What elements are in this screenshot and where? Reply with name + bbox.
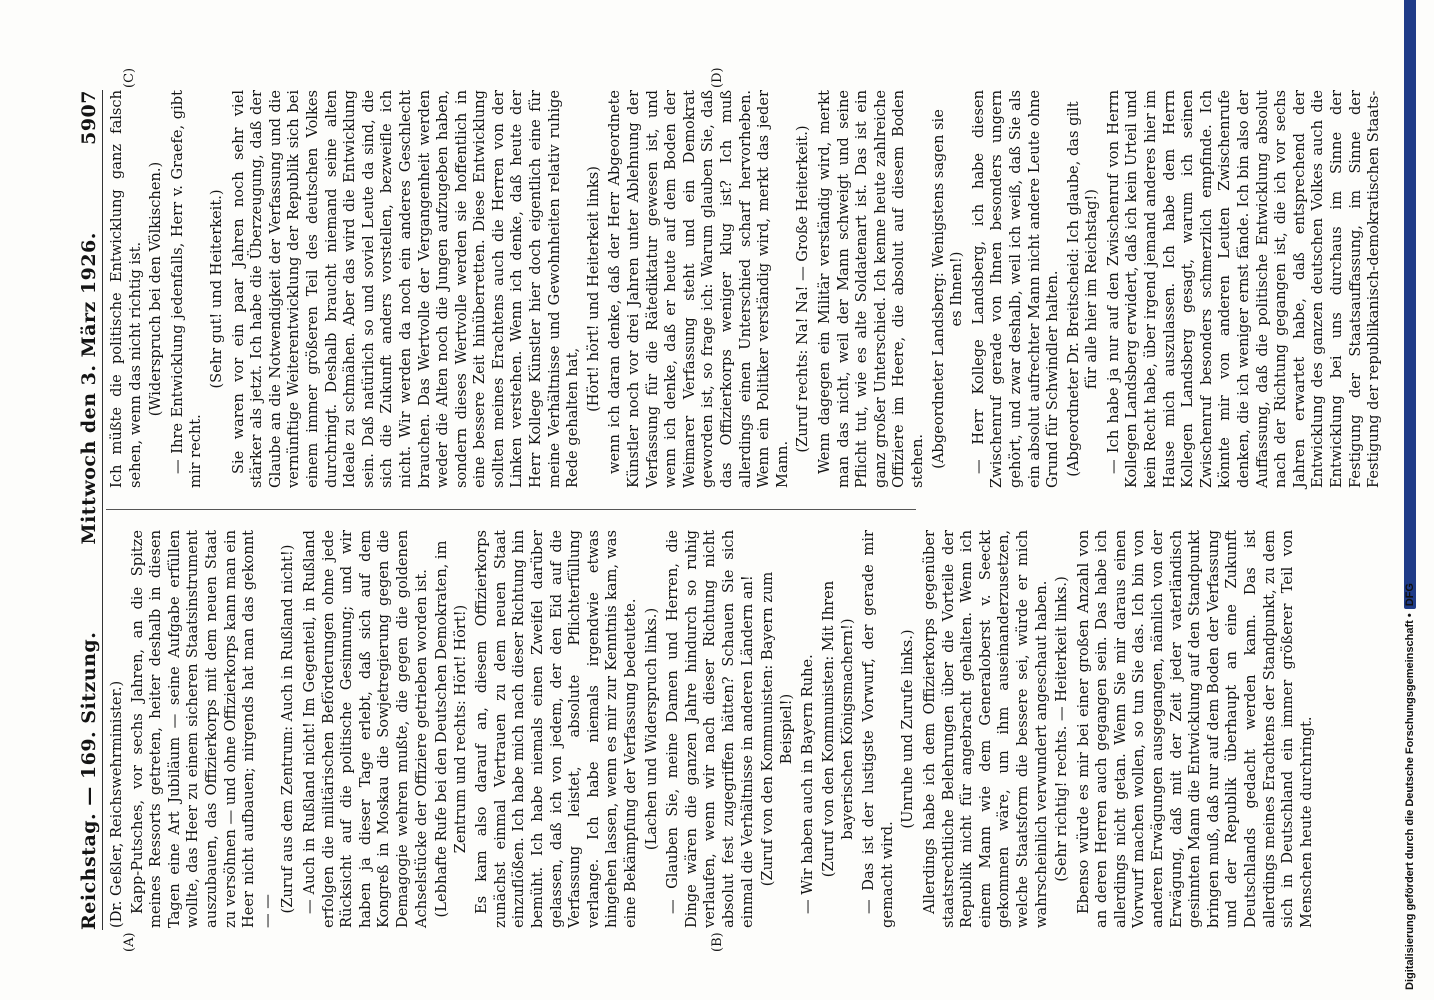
marker-d: (D) (710, 67, 725, 88)
paragraph: — Wir haben auch in Bayern Ruhe. (799, 654, 817, 914)
paragraph: Ich müßte die politische Entwicklung ganz falsch sehen, wenn das nicht richtig ist. (108, 90, 144, 488)
funding-text: Digitalisierung gefördert durch die Deutsche Forschungsgemeinschaft • (1404, 613, 1416, 990)
left-column (108, 530, 1318, 928)
interjection: (Unruhe und Zurufe links.) (899, 629, 917, 829)
interjection: (Zuruf aus dem Zentrum: Auch in Rußland nicht!) (279, 544, 297, 914)
paragraph: wenn ich daran denke, daß der Herr Abgeordnete Künstler noch vor drei Jahren unter Ablehnung der Verfassung für die Rätediktatur gewesen ist, und wenn ich denke, daß er heute auf dem Boden der Weimarer Verfassung steht und ein Demokrat geworden ist, so frage ich: Warum glauben Sie, daß das Offizierkorps weniger klug ist? Ich muß allerdings einen Unterschied scharf hervorheben. Wenn ein Politiker verständig wird, merkt das jeder Mann. (606, 90, 791, 488)
interjection: (Hört! hört! und Heiterkeit links) (584, 166, 602, 412)
funding-note-text (1404, 10, 1416, 990)
paragraph: Kapp-Putsches, vor sechs Jahren, an die Spitze meines Ressorts getreten, heiter deshalb in diesen Tagen eine Art Jubiläum — seine Aufgabe erfüllen wollte, das Heer zu einem sicheren Staatsinstrument auszubauen, das Offizierkorps mit dem neuen Staat zu versöhnen — und ohne Offizierkorps kann man ein Heer nicht aufbauen; nirgends hat man das gekonnt — — (128, 530, 276, 928)
interjection: (Zuruf von den Kommunisten: Bayern zum Beispiel!) (759, 571, 795, 887)
newspaper-page (70, 67, 1383, 952)
interjection: (Sehr richtig! rechts. — Heiterkeit links.) (1053, 576, 1071, 882)
paragraph: Es kam also darauf an, diesem Offizierkorps zunächst einmal Vertrauen zu dem neuen Staat einzuflößen. Ich habe mich nach dieser Richtung hin bemüht. Ich habe niemals einen Zweifel darüber gelassen, daß ich von jedem, der den Eid auf die Verfassung leistet, absolute Pflichterfüllung verlange. Ich habe niemals irgendwie etwas hingehen lassen, wenn es mir zur Kenntnis kam, was eine Bekämpfung der Verfassung bedeutete. (473, 530, 640, 928)
paragraph: Ebenso würde es mir bei einer großen Anzahl von an deren Herren auch gegangen sein. Das habe ich allerdings nicht getan. Wenn Sie mir daraus einen Vorwurf machen wollen, so tun Sie das. Ich bin von anderen Erwägungen ausgegangen, nämlich von der Erwägung, daß mit der Zeit jeder vaterländisch gesinnten Mann die Entwicklung auf den Standpunkt bringen muß, daß nur auf dem Boden der Verfassung und der Republik überhaupt an eine Zukunft Deutschlands gedacht werden kann. Das ist allerdings meines Erachtens der Standpunkt, zu dem sich in Deutschland ein immer größerer Teil von Menschen heute durchringt. (1074, 530, 1315, 928)
paragraph: — Das ist der lustigste Vorwurf, der gerade mir gemacht wird. (860, 530, 896, 928)
interjection: (Abgeordneter Landsberg: Wenigstens sagen sie es Ihnen!) (929, 109, 966, 469)
interjection: (Sehr gut! und Heiterkeit.) (207, 189, 225, 389)
paragraph: — Glauben Sie, meine Damen und Herren, die Dinge wären die ganzen Jahre hindurch so ruhig verlaufen, wenn wir nach dieser Richtung nicht absolut fest zugegriffen hätten? Schauen Sie sich einmal die Verhältnisse in anderen Ländern an! (664, 530, 756, 928)
paragraph: Sie waren vor ein paar Jahren noch sehr viel stärker als jetzt. Ich habe die Überzeugung, daß der Glaube an die Notwendigkeit der Verfassung und die vernünftige Weiterentwicklung der Republik sich bei einem immer größeren Teil des deutschen Volkes durchringt. Deshalb braucht niemand seine alten Ideale zu schmähen. Aber das wird die Entwicklung sein. Daß natürlich so und soviel Leute da sind, die sich die Zukunft anders vorstellen, bezweifle ich nicht. Wir werden da noch ein anderes Geschlecht brauchen. Das Wertvolle der Vergangenheit werden weder die Alten noch die Jungen aufzugeben haben, sondern dieses Wertvolle werden sie hoffentlich in eine bessere Zeit hinüberretten. Diese Entwicklung sollten meines Erachtens auch die Herren von der Linken verstehen. Wenn ich denke, daß heute der Herr Kollege Künstler hier doch eigentlich eine für meine Verhältnisse und Gewohnheiten relativ ruhige Rede gehalten hat, (229, 90, 582, 488)
page-header (70, 90, 103, 930)
column-divider (106, 509, 916, 510)
marker-a: (A) (122, 932, 137, 952)
page-number: 5907 (78, 90, 100, 145)
paragraph: — Auch in Rußland nicht! Im Gegenteil, in Rußland erfolgen die militärischen Beförderungen ohne jede Rücksicht auf die politische Gesinnung; und wir haben ja dieser Tage erlebt, daß sich auf dem Kongreß in Moskau die Sowjetregierung gegen die Demagogie wehren mußte, die gegen die goldenen Achselstücke der Offiziere getrieben worden ist. (300, 530, 430, 928)
paragraph: — Ich habe ja nur auf den Zwischenruf von Herrn Kollegen Landsberg erwidert, daß ich kein Urteil und kein Recht habe, über irgend jemand anderes hier im Hause mich auszulassen. Ich habe dem Herrn Kollegen Landsberg gesagt, warum ich seinen Zwischenruf besonders schmerzlich empfinde. Ich könnte mir von anderen Leuten Zwischenrufe denken, die ich weniger ernst fände. Ich bin also der Auffassung, daß die politische Entwicklung absolut nach der Richtung gegangen ist, die ich vor sechs Jahren erwartet habe, daß entsprechend der Entwicklung des ganzen deutschen Volkes auch die Entwicklung bei uns durchaus im Sinne der Festigung der Staatsauffassung, im Sinne der Festigung der republikanisch-demokratischen Staats- (1104, 90, 1383, 488)
header-date: Mittwoch den 3. März 1926. (78, 232, 100, 545)
paragraph: Allerdings habe ich dem Offizierkorps gegenüber staatsrechtliche Belehrungen über die Vorteile der Republik nicht für angebracht gehalten. Wenn ich einem Mann wie dem Generaloberst v. Seeckt gekommen wäre, um ihm auseinanderzusetzen, welche Staatsform die bessere sei, würde er mich wahrscheinlich verwundert angeschaut haben. (920, 530, 1050, 928)
right-column (108, 90, 1386, 488)
interjection: (Abgeordneter Dr. Breitscheid: Ich glaube, das gilt für alle hier im Reichstag!) (1064, 101, 1101, 477)
interjection: (Zuruf von den Kommunisten: Mit Ihren bayerischen Königsmachern!) (819, 580, 856, 878)
interjection: (Zuruf rechts: Na! Na! — Große Heiterkeit.) (794, 125, 812, 453)
paragraph: (Dr. Geßler, Reichswehrminister.) (108, 680, 125, 928)
funding-note (1404, 10, 1424, 990)
interjection: (Lachen und Widerspruch links.) (642, 607, 660, 851)
paragraph: Wenn dagegen ein Militär verständig wird, merkt man das nicht, weil der Mann schweigt und seine Pflicht tut, wie es alte Soldatenart ist. Das ist ein ganz großer Unterschied. Ich kenne heute zahlreiche Offiziere im Heere, die absolut auf diesem Boden stehen. (815, 90, 926, 488)
paragraph: — Herr Kollege Landsberg, ich habe diesen Zwischenruf gerade von Ihnen besonders ungern gehört, und zwar deshalb, weil ich weiß, daß Sie als ein absolut aufrechter Mann nicht andere Leute ohne Grund für Schwindler halten. (969, 90, 1062, 488)
marker-b: (B) (710, 932, 725, 952)
interjection: (Lebhafte Rufe bei den Deutschen Demokraten, im Zentrum und rechts: Hört! Hört!) (433, 540, 469, 918)
paragraph: — Ihre Entwicklung jedenfalls, Herr v. Graefe, gibt mir recht. (168, 90, 205, 488)
header-left: Reichstag. — 169. Sitzung. (78, 631, 100, 930)
dfg-logo: DFG (1404, 0, 1416, 609)
interjection: (Widerspruch bei den Völkischen.) (147, 161, 165, 417)
marker-c: (C) (122, 67, 137, 88)
